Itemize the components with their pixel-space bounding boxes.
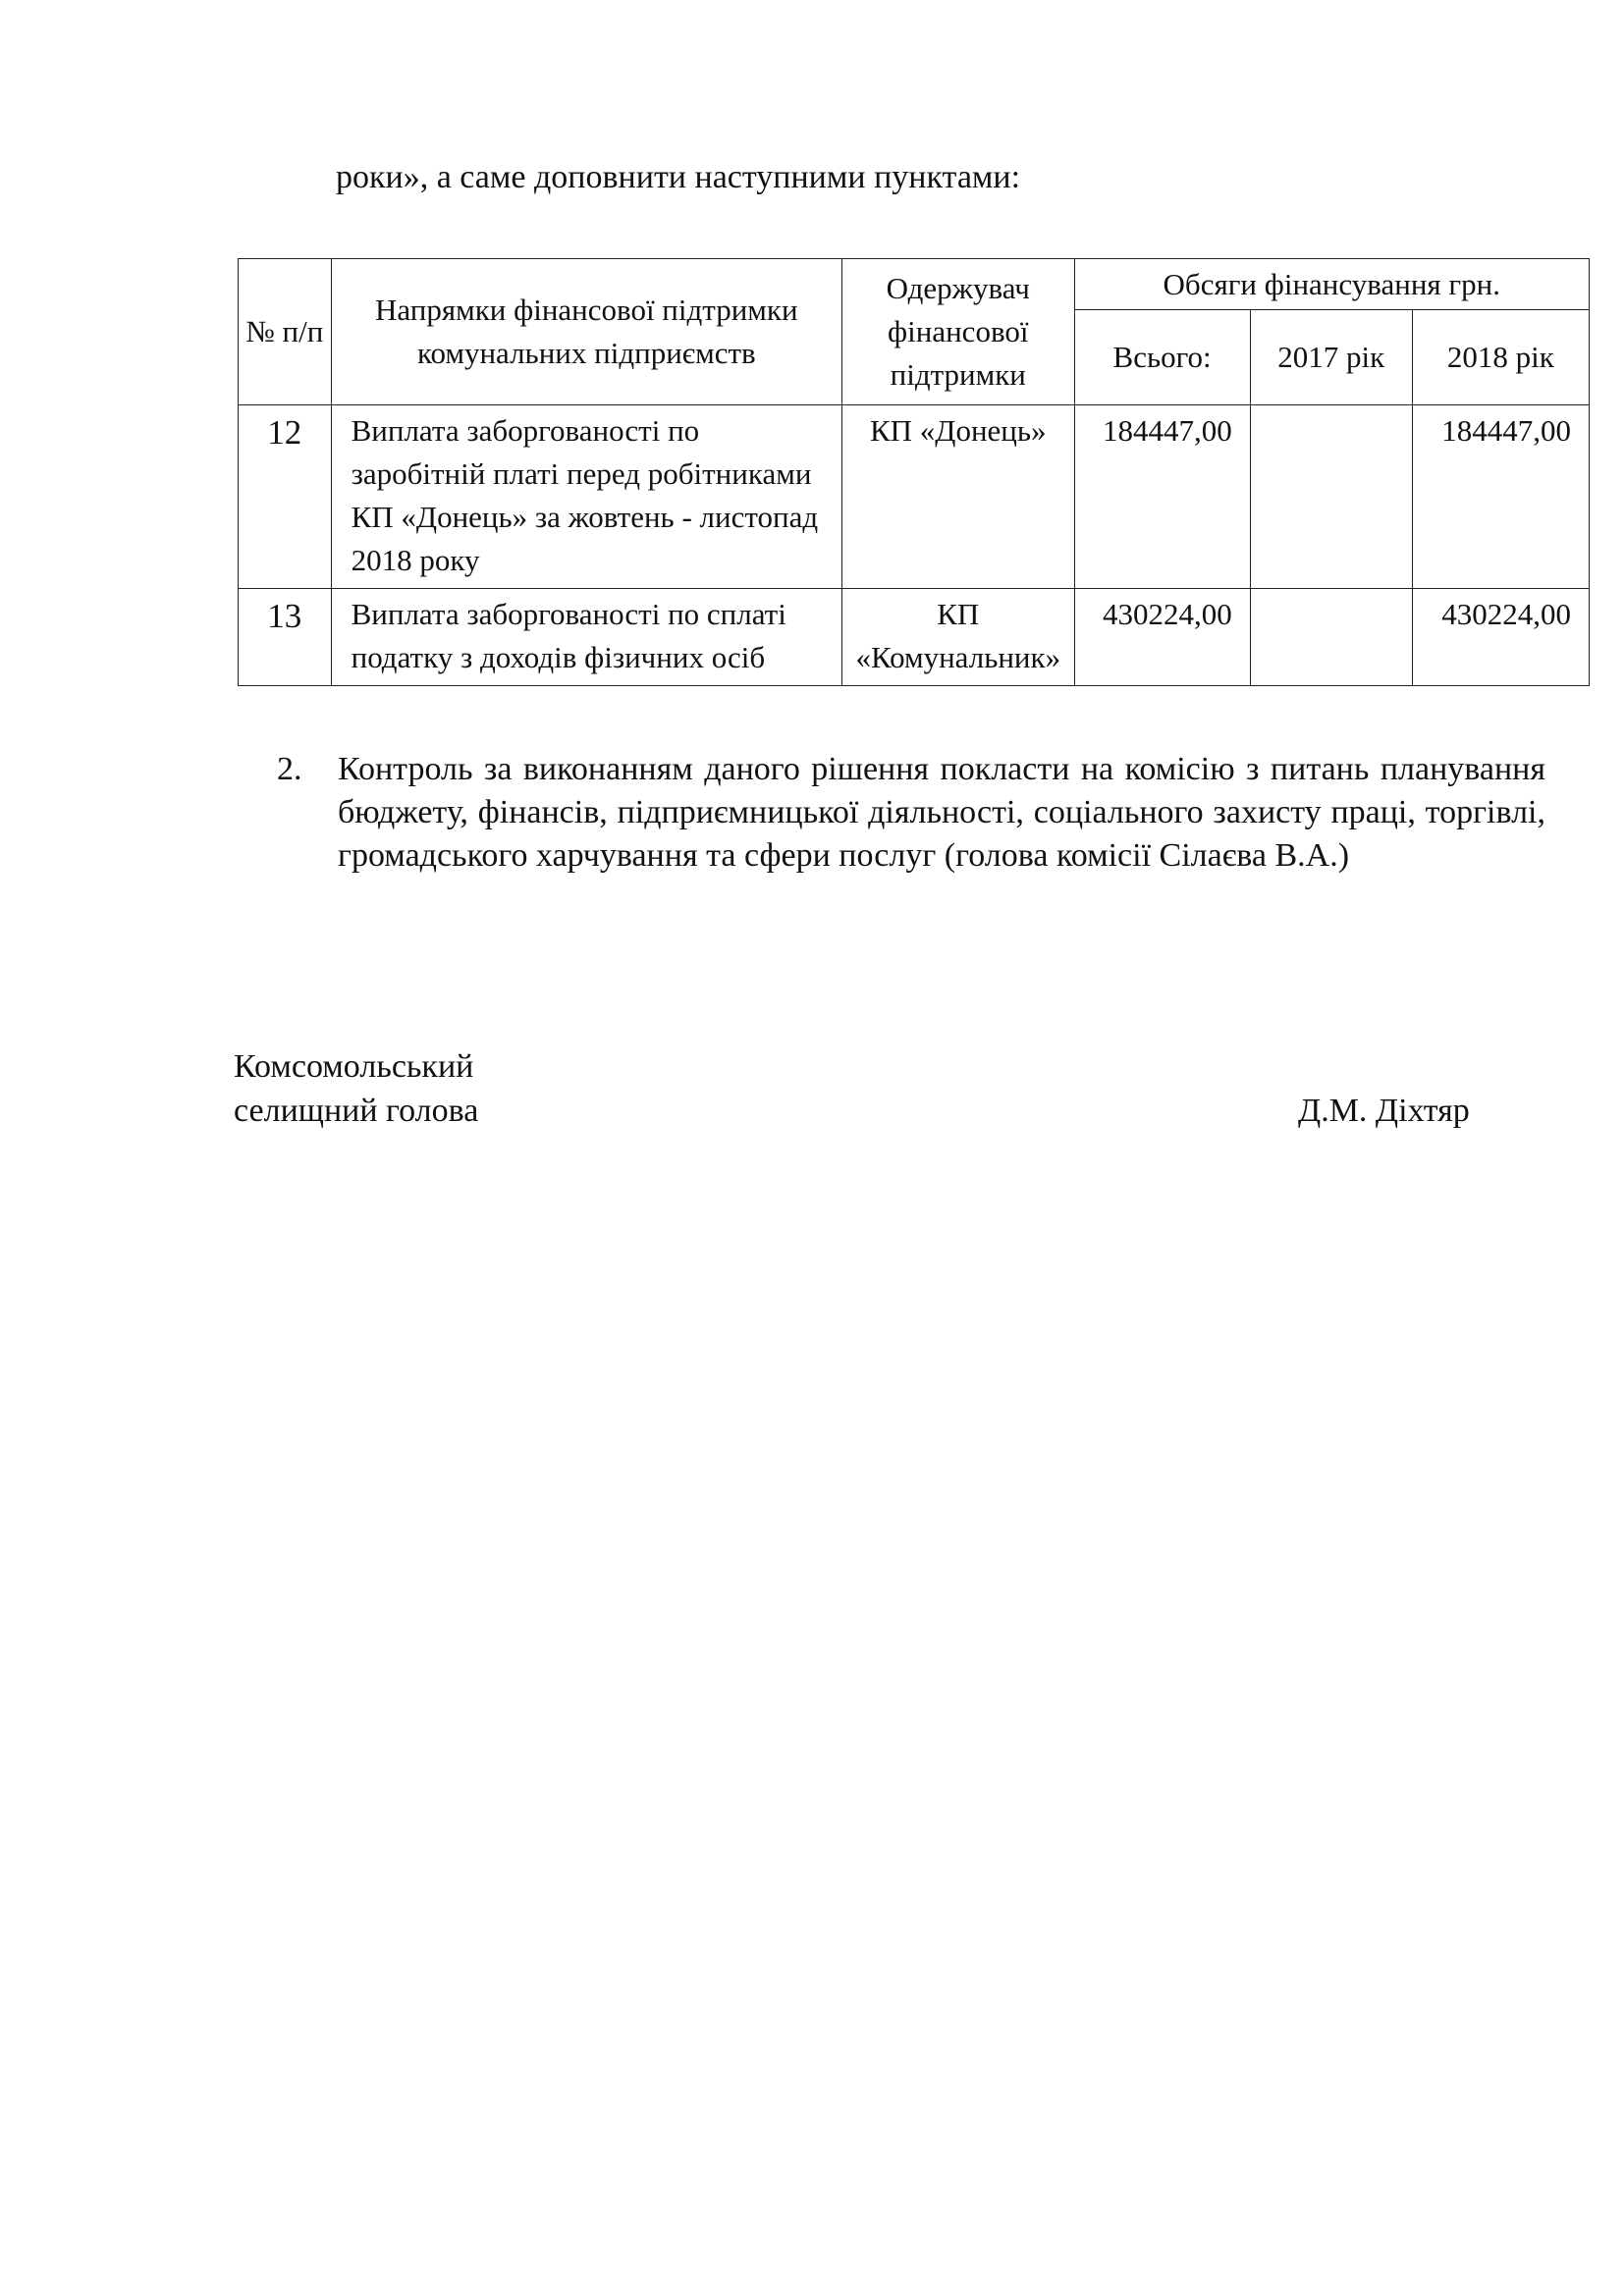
row-year-2017 <box>1250 405 1412 589</box>
clause-2 <box>277 748 1545 878</box>
row-num: 12 <box>239 405 332 589</box>
header-total: Всього: <box>1074 310 1250 405</box>
header-year-2018: 2018 рік <box>1412 310 1589 405</box>
financing-table <box>238 258 1590 686</box>
row-year-2017 <box>1250 589 1412 686</box>
intro-text: роки», а саме доповнити наступними пунктами: <box>336 159 1021 195</box>
row-total: 184447,00 <box>1074 405 1250 589</box>
clause-number: 2. <box>277 751 302 787</box>
header-direction: Напрямки фінансової підтримки комунальних підприємств <box>331 259 841 405</box>
row-recipient: КП «Комунальник» <box>842 589 1075 686</box>
row-direction: Виплата заборгованості по заробітній платі перед робітниками КП «Донець» за жовтень - листопад 2018 року <box>331 405 841 589</box>
signature-position-line1: Комсомольський <box>234 1048 474 1085</box>
row-direction: Виплата заборгованості по сплаті податку з доходів фізичних осіб <box>331 589 841 686</box>
signature-name: Д.М. Діхтяр <box>1298 1093 1470 1129</box>
row-year-2018: 430224,00 <box>1412 589 1589 686</box>
row-recipient: КП «Донець» <box>842 405 1075 589</box>
table-row <box>239 589 1590 686</box>
row-total: 430224,00 <box>1074 589 1250 686</box>
header-volumes: Обсяги фінансування грн. <box>1074 259 1589 310</box>
table-row <box>239 405 1590 589</box>
header-year-2017: 2017 рік <box>1250 310 1412 405</box>
signature-position <box>234 1044 478 1133</box>
header-num: № п/п <box>239 259 332 405</box>
row-year-2018: 184447,00 <box>1412 405 1589 589</box>
clause-text: Контроль за виконанням даного рішення покласти на комісію з питань планування бюджету, фінансів, підприємницької діяльності, соціального захисту праці, торгівлі, громадського харчування та сфери послуг (голова комісії Сілаєва В.А.) <box>338 751 1545 874</box>
header-recipient: Одержувач фінансової підтримки <box>842 259 1075 405</box>
row-num: 13 <box>239 589 332 686</box>
signature-position-line2: селищний голова <box>234 1093 479 1129</box>
